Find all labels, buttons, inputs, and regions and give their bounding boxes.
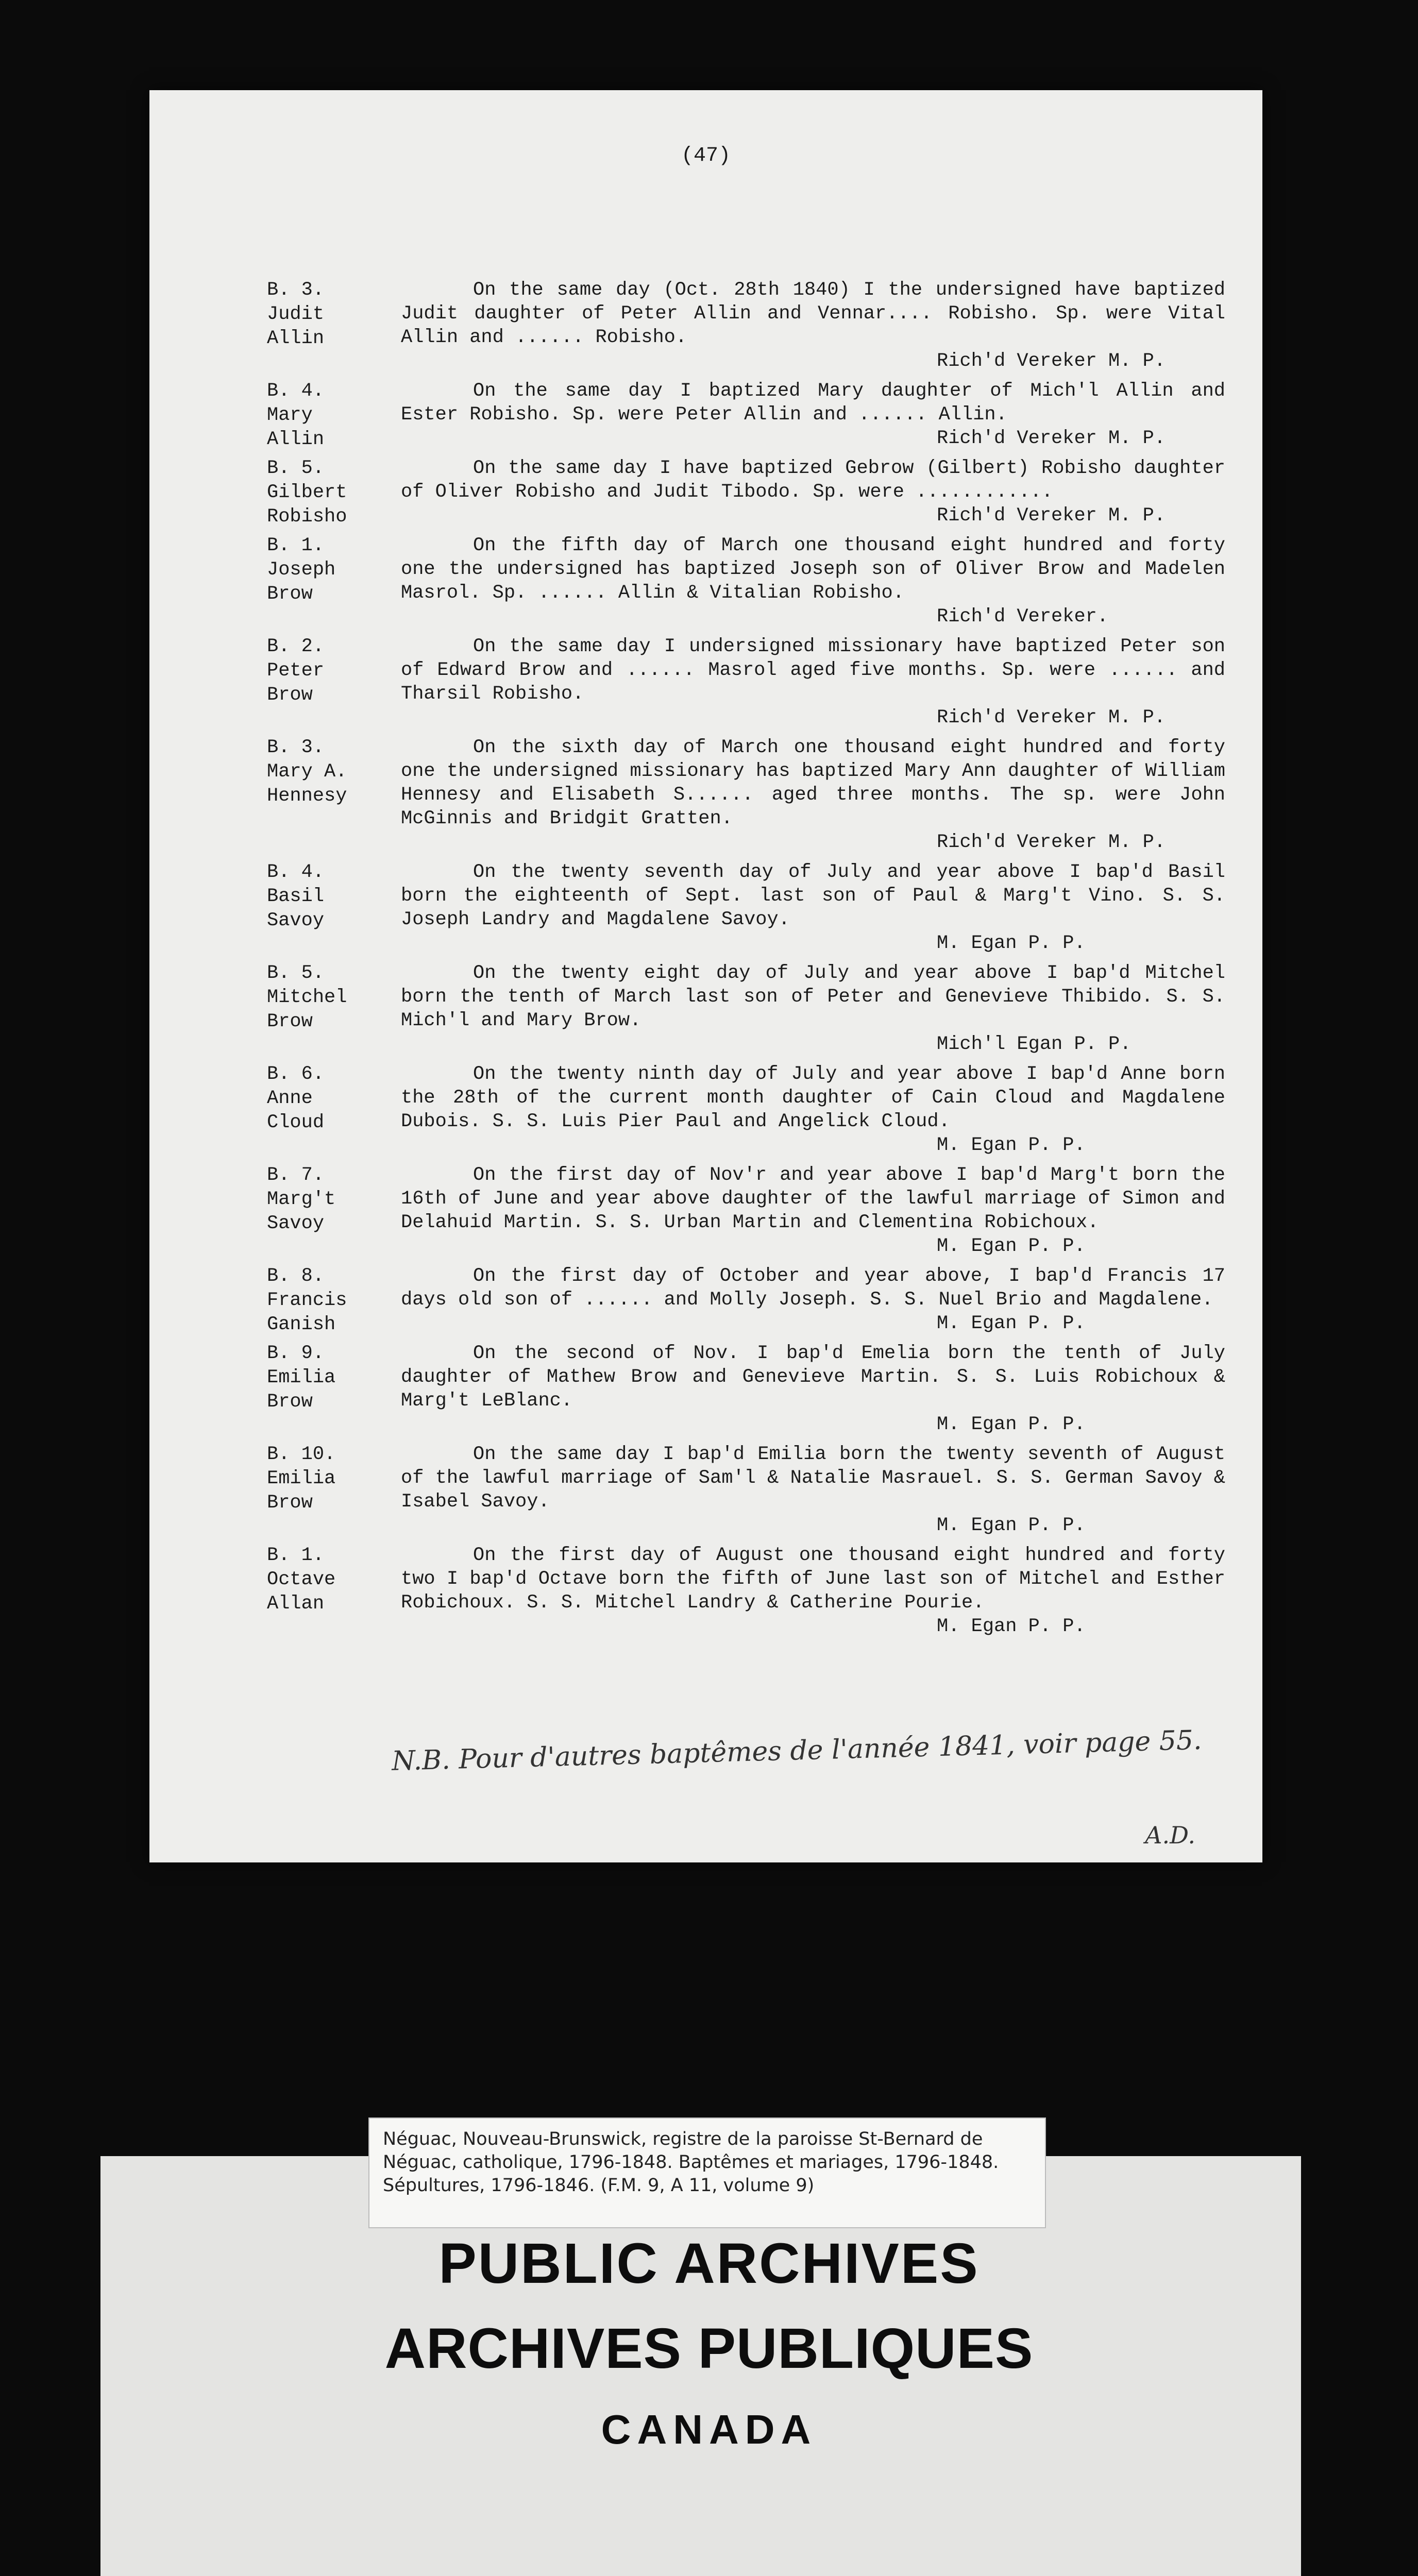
entry-signature: M. Egan P. P. xyxy=(937,1313,1086,1334)
entry-signature: Rich'd Vereker M. P. xyxy=(937,832,1166,853)
archive-label-slip: Néguac, Nouveau-Brunswick, registre de la paroisse St-Bernard de Néguac, catholique, 1796-1848. Baptêmes et mariages, 1796-1848. Sépultures, 1796-1846. (F.M. 9, A 11, volume 9) xyxy=(368,2117,1046,2228)
entry-margin-note xyxy=(267,1062,401,1135)
margin-note-line: Joseph xyxy=(267,559,336,581)
entry-signature: Rich'd Vereker M. P. xyxy=(937,428,1166,449)
margin-note-line: Robisho xyxy=(267,506,347,528)
margin-note-line: Allin xyxy=(267,429,325,450)
margin-note-line: Hennesy xyxy=(267,785,347,807)
archive-stamp-french: ARCHIVES PUBLIQUES xyxy=(384,2317,1034,2380)
margin-note-line: B. 6. xyxy=(267,1063,325,1085)
register-page xyxy=(149,90,1262,1862)
entry-text: On the same day (Oct. 28th 1840) I the undersigned have baptized Judit daughter of Peter Allin and Vennar.... Robisho. Sp. were Vital Allin and ...... Robisho. xyxy=(401,279,1225,348)
baptism-entry xyxy=(267,1443,1225,1537)
archive-stamp-country: CANADA xyxy=(601,2406,817,2452)
margin-note-line: B. 8. xyxy=(267,1265,325,1287)
entry-text: On the sixth day of March one thousand eight hundred and forty one the undersigned missionary has baptized Mary Ann daughter of William Hennesy and Elisabeth S...... aged three months. The sp. were John McGinnis and Bridgit Gratten. xyxy=(401,737,1225,829)
margin-note-line: Emilia xyxy=(267,1468,336,1489)
entry-margin-note xyxy=(267,1264,401,1337)
entry-margin-note xyxy=(267,635,401,707)
entry-text: On the same day I baptized Mary daughter of Mich'l Allin and Ester Robisho. Sp. were Peter Allin and ...... Allin. xyxy=(401,380,1225,426)
page-number: (47) xyxy=(681,144,731,167)
margin-note-line: Peter xyxy=(267,660,325,682)
baptism-entry xyxy=(267,736,1225,854)
entry-signature: M. Egan P. P. xyxy=(937,933,1086,954)
margin-note-line: Mary xyxy=(267,404,313,426)
entry-margin-note xyxy=(267,534,401,606)
baptism-entry xyxy=(267,860,1225,955)
margin-note-line: B. 3. xyxy=(267,279,325,301)
handwritten-note: N.B. Pour d'autres baptêmes de l'année 1841, voir page 55. xyxy=(391,1724,1203,1777)
margin-note-line: Ganish xyxy=(267,1314,336,1335)
margin-note-line: Brow xyxy=(267,1391,313,1413)
margin-note-line: B. 5. xyxy=(267,457,325,479)
margin-note-line: Brow xyxy=(267,1492,313,1514)
margin-note-line: Brow xyxy=(267,1011,313,1032)
entry-text: On the twenty eight day of July and year above I bap'd Mitchel born the tenth of March last son of Peter and Genevieve Thibido. S. S. Mich'l and Mary Brow. xyxy=(401,962,1225,1031)
margin-note-line: B. 2. xyxy=(267,636,325,657)
entry-signature: Rich'd Vereker M. P. xyxy=(937,350,1166,372)
entry-margin-note xyxy=(267,736,401,808)
margin-note-line: Brow xyxy=(267,684,313,706)
entry-margin-note xyxy=(267,1163,401,1236)
margin-note-line: B. 4. xyxy=(267,861,325,883)
entry-signature: M. Egan P. P. xyxy=(937,1235,1086,1257)
margin-note-line: Judit xyxy=(267,303,325,325)
baptism-entry xyxy=(267,534,1225,629)
margin-note-line: Octave xyxy=(267,1569,336,1590)
entry-signature: Rich'd Vereker M. P. xyxy=(937,707,1166,728)
entry-signature: Rich'd Vereker M. P. xyxy=(937,505,1166,527)
margin-note-line: B. 1. xyxy=(267,1545,325,1566)
entry-signature: M. Egan P. P. xyxy=(937,1515,1086,1536)
entry-text: On the same day I have baptized Gebrow (Gilbert) Robisho daughter of Oliver Robisho and Judit Tibodo. Sp. were ............ xyxy=(401,457,1225,503)
entry-text: On the first day of Nov'r and year above I bap'd Marg't born the 16th of June and year above daughter of the lawful marriage of Simon and Delahuid Martin. S. S. Urban Martin and Clementina Robichoux. xyxy=(401,1164,1225,1233)
baptism-entry xyxy=(267,635,1225,730)
archive-stamp-english: PUBLIC ARCHIVES xyxy=(438,2232,980,2295)
margin-note-line: Mitchel xyxy=(267,987,347,1008)
entry-margin-note xyxy=(267,456,401,529)
entry-signature: M. Egan P. P. xyxy=(937,1414,1086,1435)
entry-margin-note xyxy=(267,860,401,933)
entry-margin-note xyxy=(267,278,401,351)
handwritten-initials: A.D. xyxy=(1145,1821,1195,1849)
baptism-entry xyxy=(267,1062,1225,1157)
margin-note-line: Gilbert xyxy=(267,482,347,503)
baptism-entry xyxy=(267,456,1225,528)
entry-text: On the first day of August one thousand eight hundred and forty two I bap'd Octave born the fifth of June last son of Mitchel and Esther Robichoux. S. S. Mitchel Landry & Catherine Pourie. xyxy=(401,1545,1225,1614)
baptism-entries xyxy=(267,278,1225,1645)
margin-note-line: Anne xyxy=(267,1088,313,1109)
baptism-entry xyxy=(267,379,1225,450)
baptism-entry xyxy=(267,961,1225,1056)
entry-signature: M. Egan P. P. xyxy=(937,1616,1086,1637)
entry-margin-note xyxy=(267,1342,401,1414)
entry-text: On the twenty ninth day of July and year above I bap'd Anne born the 28th of the current month daughter of Cain Cloud and Magdalene Dubois. S. S. Luis Pier Paul and Angelick Cloud. xyxy=(401,1063,1225,1132)
margin-note-line: B. 7. xyxy=(267,1164,325,1186)
entry-text: On the fifth day of March one thousand eight hundred and forty one the undersigned has baptized Joseph son of Oliver Brow and Madelen Masrol. Sp. ...... Allin & Vitalian Robisho. xyxy=(401,535,1225,604)
entry-text: On the same day I bap'd Emilia born the twenty seventh of August of the lawful marriage of Sam'l & Natalie Masrauel. S. S. German Savoy & Isabel Savoy. xyxy=(401,1444,1225,1513)
entry-text: On the same day I undersigned missionary have baptized Peter son of Edward Brow and ...... Masrol aged five months. Sp. were ...... and Tharsil Robisho. xyxy=(401,636,1225,705)
entry-signature: Mich'l Egan P. P. xyxy=(937,1033,1132,1055)
baptism-entry xyxy=(267,1544,1225,1638)
margin-note-line: B. 10. xyxy=(267,1444,336,1465)
margin-note-line: B. 9. xyxy=(267,1343,325,1364)
entry-text: On the twenty seventh day of July and year above I bap'd Basil born the eighteenth of Sept. last son of Paul & Marg't Vino. S. S. Joseph Landry and Magdalene Savoy. xyxy=(401,861,1225,930)
margin-note-line: Mary A. xyxy=(267,761,347,783)
entry-text: On the first day of October and year above, I bap'd Francis 17 days old son of ...... and Molly Joseph. S. S. Nuel Brio and Magdalene. xyxy=(401,1265,1225,1311)
entry-margin-note xyxy=(267,961,401,1034)
baptism-entry xyxy=(267,278,1225,373)
margin-note-line: Brow xyxy=(267,583,313,605)
margin-note-line: Marg't xyxy=(267,1189,336,1210)
baptism-entry xyxy=(267,1342,1225,1436)
baptism-entry xyxy=(267,1264,1225,1335)
margin-note-line: Savoy xyxy=(267,910,325,931)
margin-note-line: Cloud xyxy=(267,1112,325,1133)
entry-margin-note xyxy=(267,1544,401,1616)
margin-note-line: Francis xyxy=(267,1290,347,1311)
margin-note-line: B. 3. xyxy=(267,737,325,758)
entry-signature: Rich'd Vereker. xyxy=(937,606,1109,628)
entry-margin-note xyxy=(267,379,401,452)
baptism-entry xyxy=(267,1163,1225,1258)
margin-note-line: Basil xyxy=(267,886,325,907)
margin-note-line: B. 4. xyxy=(267,380,325,402)
entry-text: On the second of Nov. I bap'd Emelia born the tenth of July daughter of Mathew Brow and Genevieve Martin. S. S. Luis Robichoux & Marg't LeBlanc. xyxy=(401,1343,1225,1412)
margin-note-line: Savoy xyxy=(267,1213,325,1234)
entry-signature: M. Egan P. P. xyxy=(937,1134,1086,1156)
margin-note-line: Allan xyxy=(267,1593,325,1615)
entry-margin-note xyxy=(267,1443,401,1515)
margin-note-line: Emilia xyxy=(267,1367,336,1388)
margin-note-line: Allin xyxy=(267,328,325,349)
margin-note-line: B. 5. xyxy=(267,962,325,984)
margin-note-line: B. 1. xyxy=(267,535,325,556)
